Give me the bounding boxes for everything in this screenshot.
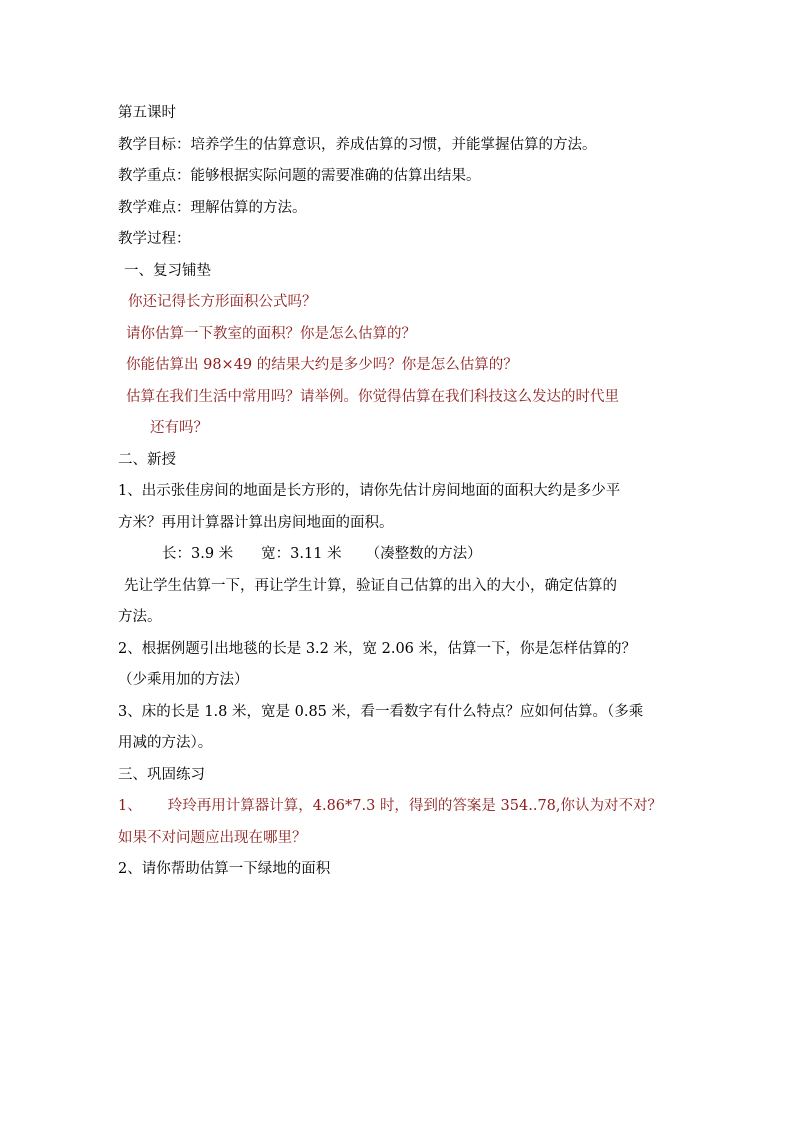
new-item1-line2: 方米？再用计算器计算出房间地面的面积。 (118, 514, 394, 531)
new-item2-line2: （少乘用加的方法） (118, 672, 249, 688)
review-question-1: 你还记得长方形面积公式吗？ (128, 294, 317, 310)
practice-item2: 2、请你帮助估算一下绿地的面积 (118, 861, 331, 877)
new-item3-line2: 用减的方法）。 (118, 735, 213, 751)
new-item2-line1: 2、根据例题引出地毯的长是 3.2 米，宽 2.06 米，估算一下，你是怎样估算的？ (118, 640, 637, 657)
review-question-4-line1: 估算在我们生活中常用吗？请举例。你觉得估算在我们科技这么发达的时代里 (126, 388, 619, 405)
lesson-title: 第五课时 (118, 105, 176, 121)
new-item3-line1: 3、床的长是 1.8 米，宽是 0.85 米，看一看数字有什么特点？应如何估算。（多乘 (118, 703, 644, 720)
section2-heading: 二、新授 (118, 451, 176, 468)
review-question-4-line2: 还有吗？ (150, 420, 208, 436)
review-question-2: 请你估算一下教室的面积？你是怎么估算的？ (126, 325, 416, 342)
practice-item1-text: 玲玲再用计算器计算，4.86*7.3 时，得到的答案是 354..78,你认为对不对？ (167, 798, 662, 814)
room-length: 长：3.9 米 (162, 546, 234, 562)
room-dimensions (118, 539, 678, 571)
section1-heading: 一、复习铺垫 (124, 262, 211, 279)
new-item1-line1: 1、出示张佳房间的地面是长方形的，请你先估计房间地面的面积大约是多少平 (118, 483, 621, 499)
section3-heading: 三、巩固练习 (118, 766, 205, 783)
teaching-process-label: 教学过程： (118, 231, 191, 247)
review-question-3: 你能估算出 98×49 的结果大约是多少吗？你是怎么估算的？ (126, 357, 518, 373)
practice-item1-line1 (118, 791, 678, 823)
new-item1-note-line1: 先让学生估算一下，再让学生计算，验证自己估算的出入的大小，确定估算的 (124, 577, 617, 594)
teaching-difficulty: 教学难点：理解估算的方法。 (118, 199, 307, 216)
teaching-goal: 教学目标：培养学生的估算意识，养成估算的习惯，并能掌握估算的方法。 (118, 136, 597, 153)
rounding-method: （凑整数的方法） (365, 546, 482, 562)
new-item1-note-line2: 方法。 (118, 609, 162, 625)
practice-item1-line2: 如果不对问题应出现在哪里？ (118, 829, 307, 846)
practice-item1-number: 1、 (118, 798, 142, 814)
document-body (118, 98, 678, 886)
room-width: 宽：3.11 米 (261, 546, 342, 562)
teaching-key-point: 教学重点：能够根据实际问题的需要准确的估算出结果。 (118, 168, 481, 184)
